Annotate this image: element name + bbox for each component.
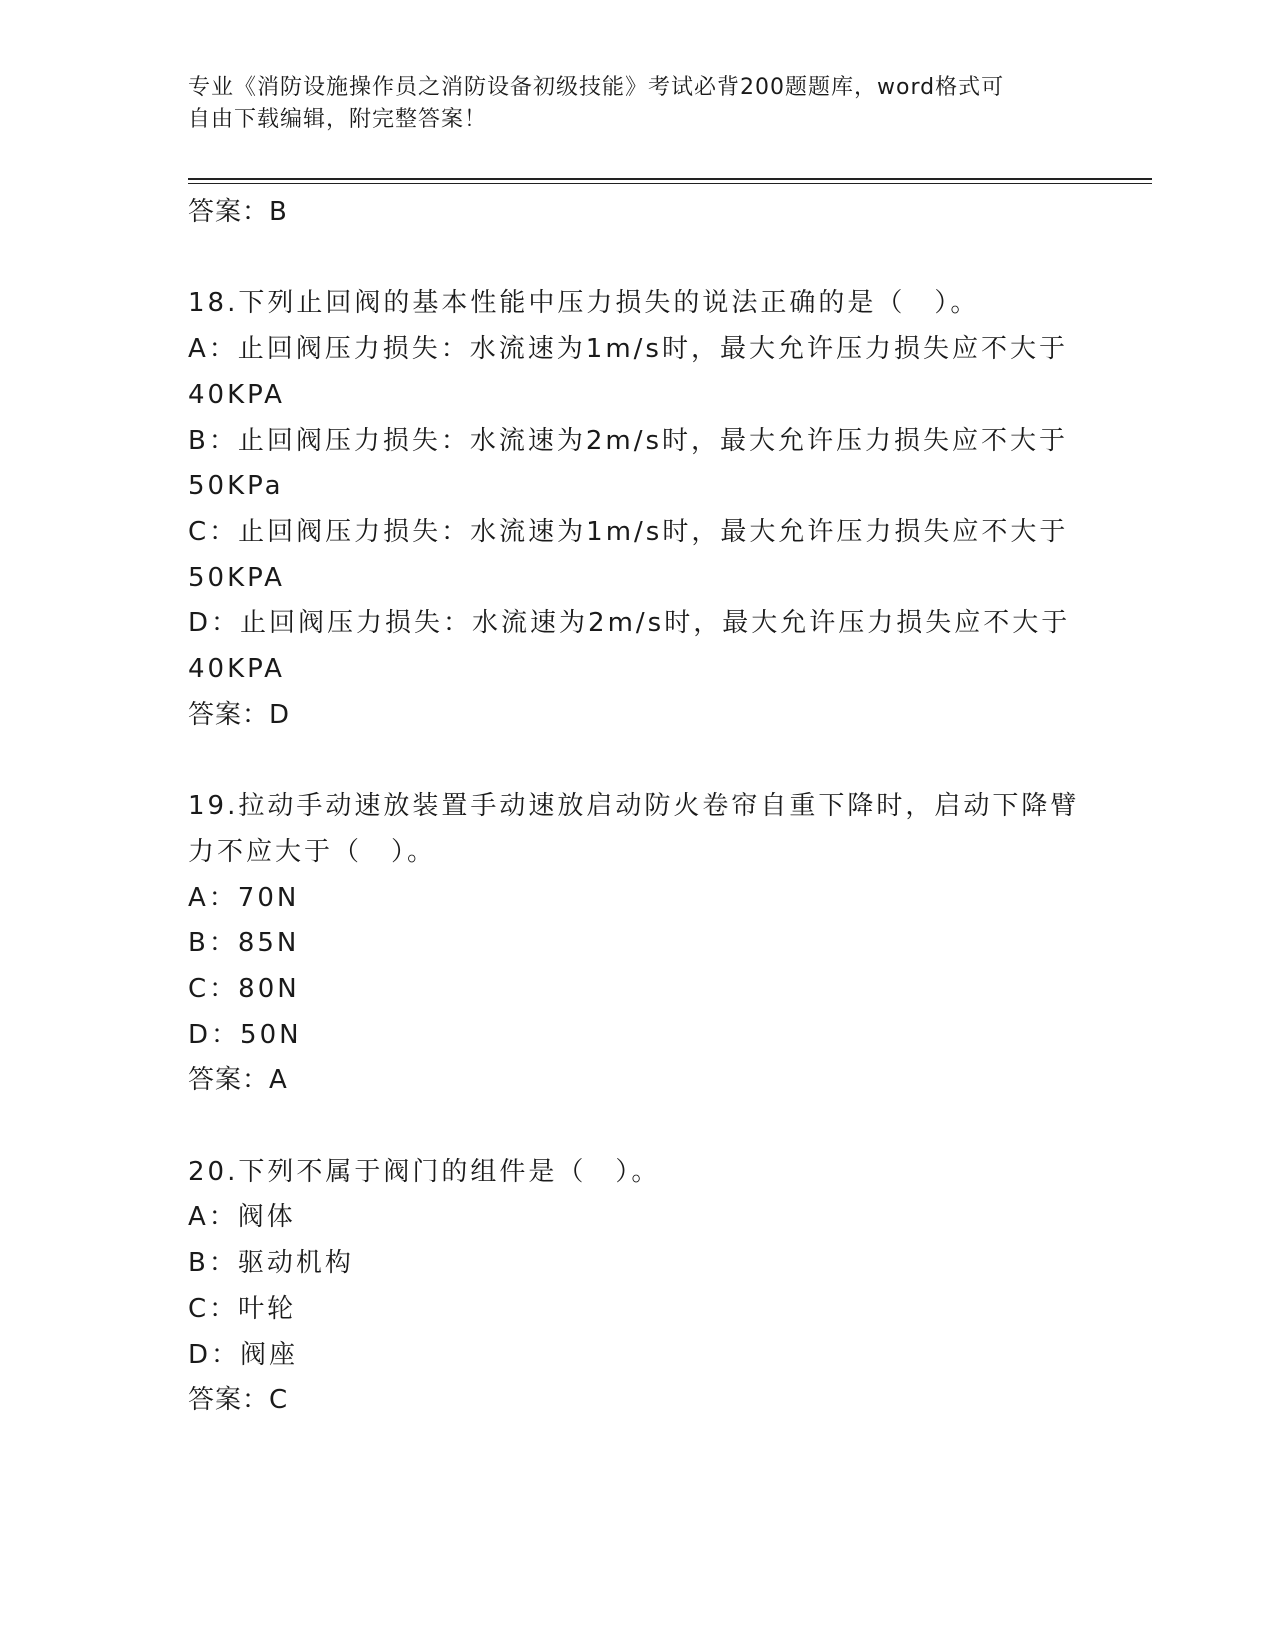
option-line: 40KPA bbox=[188, 379, 285, 410]
option-line: 40KPA bbox=[188, 654, 285, 685]
question-stem: 力不应大于（ ）。 bbox=[188, 836, 437, 867]
previous-answer: 答案：B bbox=[188, 197, 288, 227]
question-18 bbox=[188, 281, 1088, 738]
option-line: D：止回阀压力损失：水流速为2m/s时，最大允许压力损失应不大于 bbox=[188, 608, 1071, 639]
spacer bbox=[188, 1104, 1088, 1150]
document-header bbox=[188, 72, 1068, 136]
question-answer: 答案：C bbox=[188, 1385, 289, 1416]
option-line: C：叶轮 bbox=[188, 1293, 297, 1324]
question-list bbox=[188, 190, 1088, 1424]
option-line: B：驱动机构 bbox=[188, 1248, 354, 1279]
option-line: B：止回阀压力损失：水流速为2m/s时，最大允许压力损失应不大于 bbox=[188, 425, 1069, 456]
spacer bbox=[188, 738, 1088, 784]
question-stem: 20.下列不属于阀门的组件是（ ）。 bbox=[188, 1156, 661, 1187]
header-rule-thin bbox=[188, 183, 1152, 184]
header-line-2: 自由下载编辑，附完整答案！ bbox=[188, 107, 488, 132]
option-line: 50KPA bbox=[188, 562, 285, 593]
question-stem: 18.下列止回阀的基本性能中压力损失的说法正确的是（ ）。 bbox=[188, 288, 980, 319]
header-line-1: 专业《消防设施操作员之消防设备初级技能》考试必背200题题库，word格式可 bbox=[188, 75, 1005, 100]
option-line: D：阀座 bbox=[188, 1339, 299, 1370]
option-line: C：80N bbox=[188, 973, 300, 1004]
option-line: A：70N bbox=[188, 882, 300, 913]
spacer bbox=[188, 236, 1088, 282]
question-stem: 19.拉动手动速放装置手动速放启动防火卷帘自重下降时，启动下降臂 bbox=[188, 791, 1080, 822]
option-line: 50KPa bbox=[188, 471, 284, 502]
question-answer: 答案：D bbox=[188, 699, 291, 730]
option-line: B：85N bbox=[188, 928, 300, 959]
option-line: C：止回阀压力损失：水流速为1m/s时，最大允许压力损失应不大于 bbox=[188, 516, 1069, 547]
option-line: A：阀体 bbox=[188, 1202, 296, 1233]
question-20 bbox=[188, 1150, 1088, 1424]
question-19 bbox=[188, 784, 1088, 1104]
option-line: D：50N bbox=[188, 1019, 302, 1050]
header-rule-thick bbox=[188, 178, 1152, 180]
option-line: A：止回阀压力损失：水流速为1m/s时，最大允许压力损失应不大于 bbox=[188, 334, 1068, 365]
question-answer: 答案：A bbox=[188, 1065, 288, 1096]
